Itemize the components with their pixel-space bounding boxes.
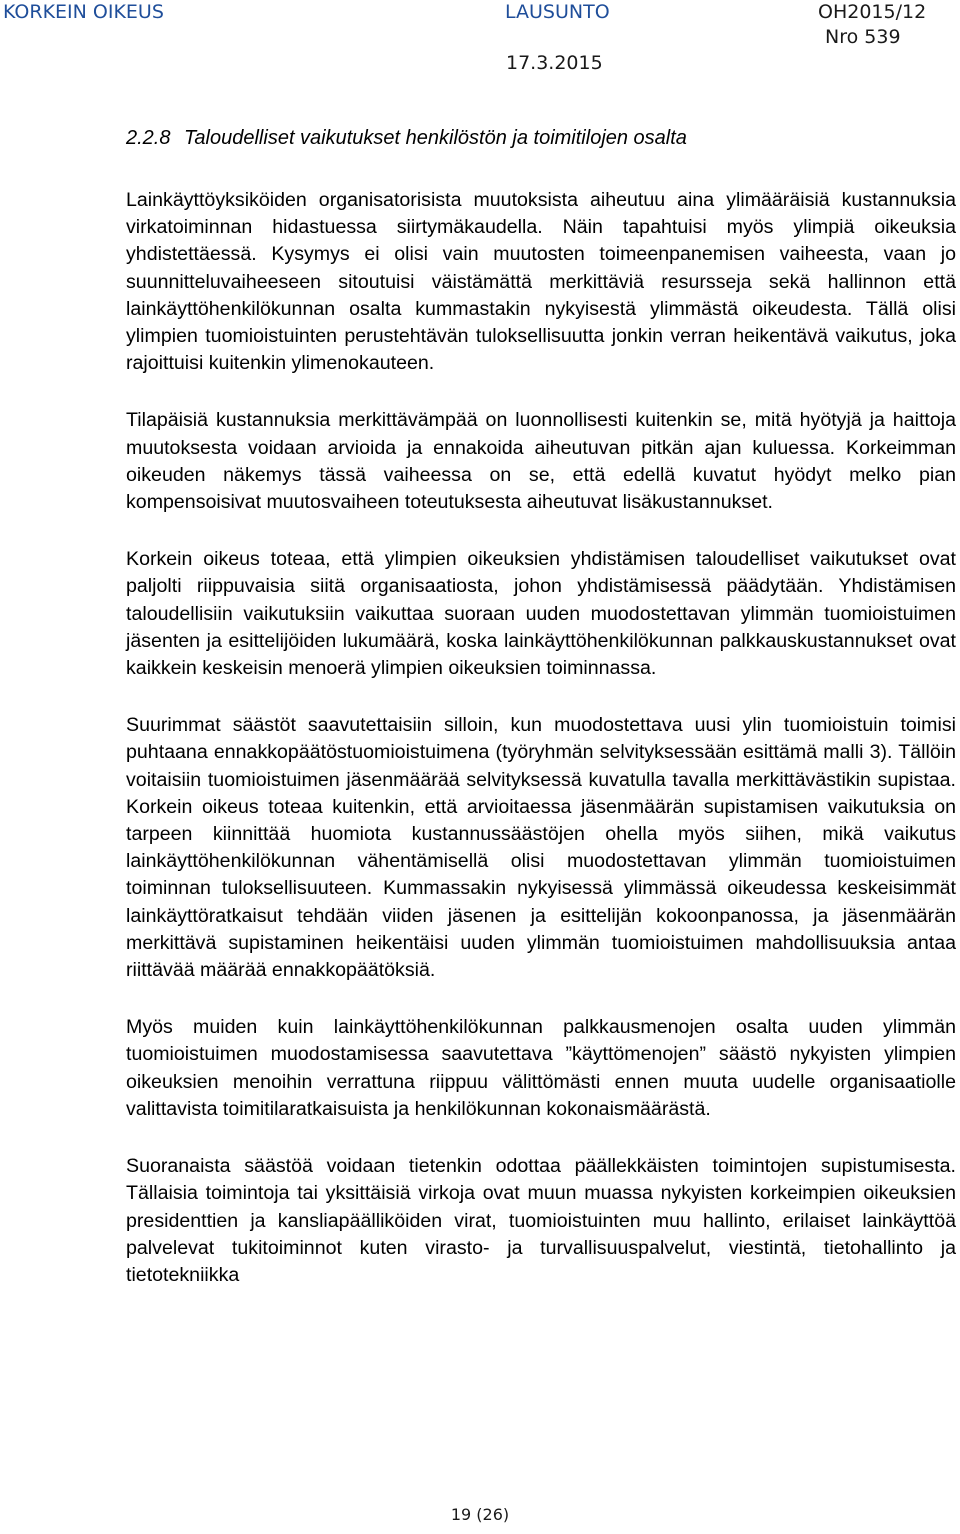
court-name: KORKEIN OIKEUS [3,1,164,23]
paragraph-5: Myös muiden kuin lainkäyttöhenkilökunnan palkkausmenojen osalta uuden ylimmän tuomioistuimen muodostamisessa saavutettava ”käyttömenojen” säästö nykyisten ylimpien oikeuksien menoihin verrattuna riippuu välittömästi ennen muuta uudelle organisaatiolle valittavista toimitilaratkaisuista ja henkilökunnan kokonaismäärästä. [126,1016,956,1120]
document-number: Nro 539 [825,26,901,48]
paragraph-2: Tilapäisiä kustannuksia merkittävämpää on luonnollisesti kuitenkin se, mitä hyötyjä ja haittoja muutoksesta voidaan arvioida ja ennakoida aiheutuvan pitkän ajan kuluessa. Korkeimman oikeuden näkemys tässä vaiheessa on se, että edellä kuvatut hyödyt melko pian kompensoisivat muutosvaiheen toteutuksesta aiheutuvat lisäkustannukset. [126,409,956,514]
document-type: LAUSUNTO [505,1,610,23]
paragraph-1: Lainkäyttöyksiköiden organisatorisista muutoksista aiheutuu aina ylimääräisiä kustannuksia virkatoiminnan hidastuessa siirtymäkaudella. Näin tapahtuisi myös ylimpiä oikeuksia yhdistettäessä. Kysymys ei olisi vain muutosten toimeenpanemisen vaiheesta, vaan jo suunnitteluvaiheeseen sitoutuisi väistämättä merkittäviä resursseja sekä hallinnon että lainkäyttöhenkilökunnan osalta kummastakin nykyisestä ylimmästä oikeudesta. Tällä olisi ylimpien tuomioistuinten perustehtävän tuloksellisuutta jonkin verran heikentävä vaikutus, joka rajoittuisi kuitenkin ylimenokauteen. [126,189,956,375]
paragraph-4: Suurimmat säästöt saavutettaisiin silloin, kun muodostettava uusi ylin tuomioistuin toimisi puhtaana ennakkopäätöstuomioistuimena (työryhmän selvityksessään esittämä malli 3). Tällöin voitaisiin tuomioistuimen jäsenmäärää selvityksessä kuvatulla tavalla merkittävästikin supistaa. Korkein oikeus toteaa kuitenkin, että arvioitaessa jäsenmäärän supistamisen vaikutuksia on tarpeen kiinnittää huomiota kustannussäästöjen ohella myös siihen, mikä vaikutus lainkäyttöhenkilökunnan vähentämisellä olisi muodostettavan ylimmän tuomioistuimen toiminnan tuloksellisuuteen. Kummassakin nykyisessä ylimmässä oikeudessa keskeisimmät lainkäyttöratkaisut tehdään viiden jäsenen ja esittelijän kokoonpanossa, ja jäsenmäärän merkittävä supistaminen heikentäisi uuden ylimmän tuomioistuimen mahdollisuuksia antaa riittävää määrää ennakkopäätöksiä. [126,714,956,982]
page-number: 19 (26) [450,1505,510,1524]
section-title: Taloudelliset vaikutukset henkilöstön ja toimitilojen osalta [184,127,687,149]
paragraph-3: Korkein oikeus toteaa, että ylimpien oikeuksien yhdistämisen taloudelliset vaikutukset ovat paljolti riippuvaisia siitä organisaatiosta, johon yhdistämisessä päädytään. Yhdistämisen taloudellisiin vaikutuksiin vaikuttaa suoraan uuden muodostettavan ylimmän tuomioistuimen jäsenten ja esittelijöiden lukumäärä, koska lainkäyttöhenkilökunnan palkkauskustannukset ovat kaikkein keskeisin menoerä ylimpien oikeuksien toiminnassa. [126,548,956,680]
section-number: 2.2.8 [126,127,171,149]
paragraph-6: Suoranaista säästöä voidaan tietenkin odottaa päällekkäisten toimintojen supistumisesta. Tällaisia toimintoja tai yksittäisiä virkoja ovat muun muassa nykyisten korkeimpien oikeuksien presidenttien ja kansliapäälliköiden virat, tuomioistuinten muu hallinto, erilaiset lainkäyttöä palvelevat tukitoiminnot kuten virasto- ja turvallisuuspalvelut, viestintä, tietohallinto ja tietotekniikka [126,1155,956,1286]
document-date: 17.3.2015 [506,52,603,74]
section-heading [126,125,956,152]
case-code: OH2015/12 [818,1,927,23]
document-body [126,125,956,1319]
